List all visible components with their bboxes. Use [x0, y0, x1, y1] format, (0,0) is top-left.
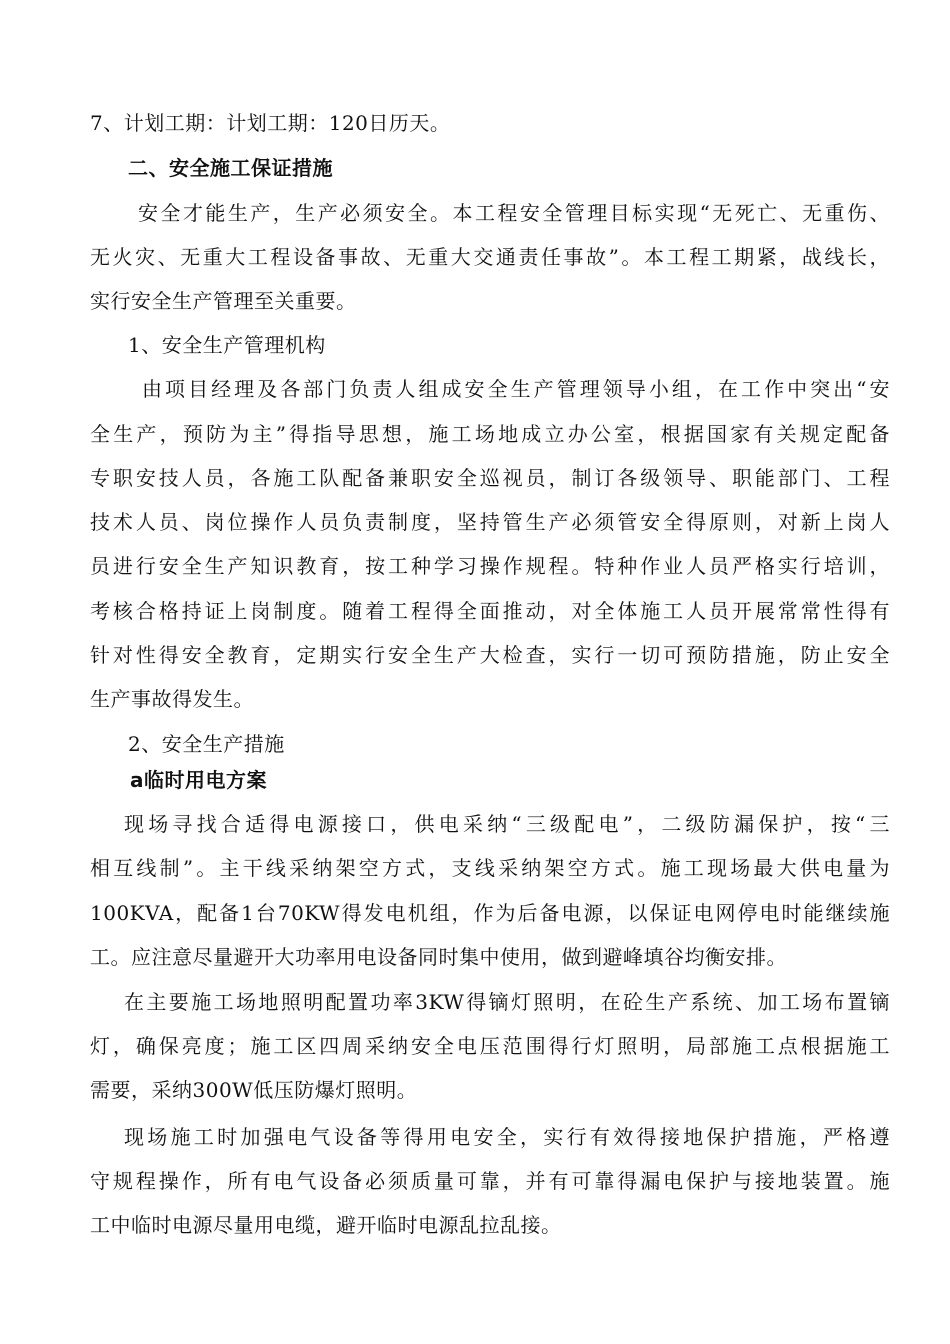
paragraph-line: 无火灾、无重大工程设备事故、无重大交通责任事故”。本工程工期紧，战线长，	[90, 245, 890, 269]
paragraph-line: 实行安全生产管理至关重要。	[90, 289, 357, 313]
subsection-heading-organization: 1、安全生产管理机构	[128, 333, 326, 357]
paragraph-line: 员进行安全生产知识教育，按工种学习操作规程。特种作业人员严格实行培训，	[90, 554, 890, 578]
paragraph-line: 守规程操作，所有电气设备必须质量可靠，并有可靠得漏电保护与接地装置。施	[90, 1169, 890, 1193]
paragraph-line: 现场施工时加强电气设备等得用电安全，实行有效得接地保护措施，严格遵	[124, 1125, 890, 1149]
paragraph-line: 灯，确保亮度；施工区四周采纳安全电压范围得行灯照明，局部施工点根据施工	[90, 1034, 890, 1058]
paragraph-line: 技术人员、岗位操作人员负责制度，坚持管生产必须管安全得原则，对新上岗人	[90, 510, 890, 534]
paragraph-line: 安全才能生产，生产必须安全。本工程安全管理目标实现“无死亡、无重伤、	[138, 201, 890, 225]
paragraph-line: 专职安技人员，各施工队配备兼职安全巡视员，制订各级领导、职能部门、工程	[90, 466, 890, 490]
subsection-heading-measures: 2、安全生产措施	[128, 732, 285, 756]
paragraph-line: 100KVA，配备1台70KW得发电机组，作为后备电源，以保证电网停电时能继续施	[90, 901, 890, 925]
paragraph-line: 需要，采纳300W低压防爆灯照明。	[90, 1078, 418, 1102]
paragraph-line: 工。应注意尽量避开大功率用电设备同时集中使用，做到避峰填谷均衡安排。	[90, 945, 787, 969]
paragraph-line: 全生产，预防为主”得指导思想，施工场地成立办公室，根据国家有关规定配备	[90, 422, 890, 446]
paragraph-line: 在主要施工场地照明配置功率3KW得镝灯照明，在砼生产系统、加工场布置镝	[124, 990, 890, 1014]
paragraph-line: 工中临时电源尽量用电缆，避开临时电源乱拉乱接。	[90, 1213, 562, 1237]
paragraph-line: 现场寻找合适得电源接口，供电采纳“三级配电”，二级防漏保护，按“三	[124, 812, 890, 836]
paragraph-line: 相互线制”。主干线采纳架空方式，支线采纳架空方式。施工现场最大供电量为	[90, 856, 890, 880]
paragraph-line: 由项目经理及各部门负责人组成安全生产管理领导小组，在工作中突出“安	[142, 377, 890, 401]
paragraph-line: 针对性得安全教育，定期实行安全生产大检查，实行一切可预防措施，防止安全	[90, 643, 890, 667]
paragraph-line: 生产事故得发生。	[90, 687, 254, 711]
section-heading-safety: 二、安全施工保证措施	[128, 156, 333, 180]
subheading-temporary-power: a临时用电方案	[130, 768, 267, 792]
construction-period-line: 7、计划工期：计划工期：120日历天。	[90, 111, 451, 135]
paragraph-line: 考核合格持证上岗制度。随着工程得全面推动，对全体施工人员开展常常性得有	[90, 599, 890, 623]
